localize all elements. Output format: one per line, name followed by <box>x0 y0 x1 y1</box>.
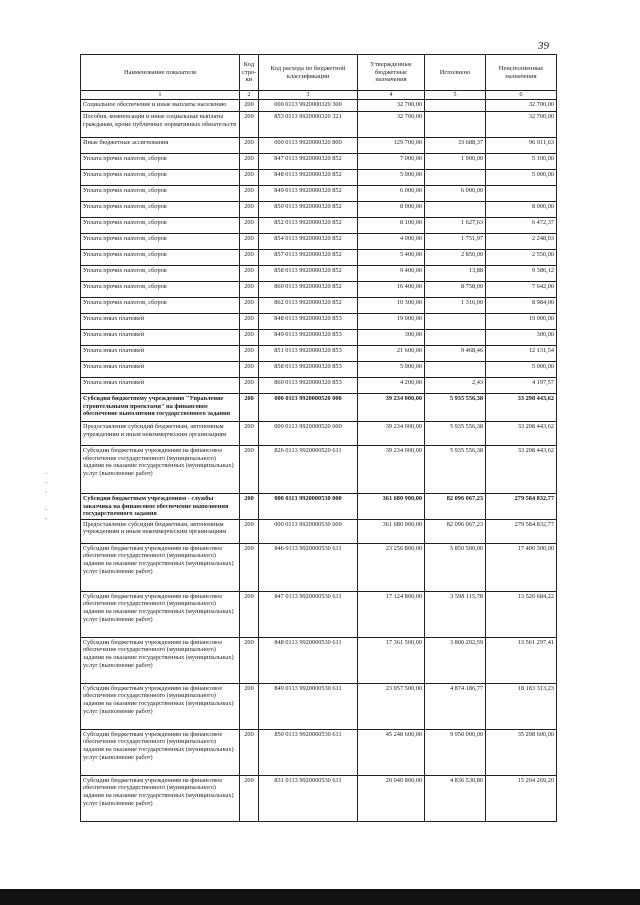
row-line-code-cell: 200 <box>240 298 259 314</box>
row-name-cell: Иные бюджетные ассигнования <box>81 138 240 154</box>
table-row <box>81 683 557 729</box>
row-unexecuted-cell: 2 550,00 <box>486 250 557 266</box>
row-unexecuted-cell: 279 584 832,77 <box>486 519 557 543</box>
row-line-code-cell: 200 <box>240 234 259 250</box>
table-row <box>81 775 557 821</box>
row-approved-cell: 5 000,00 <box>358 170 425 186</box>
row-name-cell: Субсидия бюджетному учреждению "Управление строительными проектами" на финансовое обеспечение выполнения государственного задания <box>81 394 240 422</box>
table-row <box>81 100 557 112</box>
row-unexecuted-cell: 8 984,00 <box>486 298 557 314</box>
row-approved-cell: 7 000,00 <box>358 154 425 170</box>
row-executed-cell: 9 468,46 <box>425 346 486 362</box>
row-class-code-cell: 000 0113 9920000520 600 <box>259 422 358 446</box>
column-number: 2 <box>240 91 259 100</box>
row-name-cell: Уплата иных платежей <box>81 314 240 330</box>
header-row <box>81 55 557 91</box>
row-approved-cell: 4 000,00 <box>358 234 425 250</box>
row-name-cell: Уплата прочих налогов, сборов <box>81 186 240 202</box>
table-row <box>81 637 557 683</box>
row-executed-cell: 13,88 <box>425 266 486 282</box>
row-unexecuted-cell: 13 526 684,22 <box>486 591 557 637</box>
row-name-cell: Уплата прочих налогов, сборов <box>81 266 240 282</box>
row-unexecuted-cell: 5 100,00 <box>486 154 557 170</box>
row-unexecuted-cell: 35 298 600,00 <box>486 729 557 775</box>
row-executed-cell <box>425 112 486 138</box>
row-name-cell: Уплата прочих налогов, сборов <box>81 154 240 170</box>
row-name-cell: Уплата иных платежей <box>81 330 240 346</box>
row-approved-cell: 39 234 000,00 <box>358 446 425 494</box>
row-line-code-cell: 200 <box>240 591 259 637</box>
row-line-code-cell: 200 <box>240 394 259 422</box>
header-line-code: Код стро-ки <box>240 55 259 91</box>
row-name-cell: Предоставление субсидий бюджетным, автономным учреждениям и иным некоммерческим организациям <box>81 519 240 543</box>
table-row <box>81 394 557 422</box>
row-class-code-cell: 849 0113 9920000320 853 <box>259 330 358 346</box>
row-name-cell: Пособия, компенсации и иные социальные выплаты гражданам, кроме публичных нормативных обязательств <box>81 112 240 138</box>
row-unexecuted-cell: 15 204 269,20 <box>486 775 557 821</box>
row-line-code-cell: 200 <box>240 250 259 266</box>
row-class-code-cell: 848 0113 9920000320 853 <box>259 314 358 330</box>
row-class-code-cell: 846 0113 9920000530 611 <box>259 543 358 591</box>
row-unexecuted-cell: 19 000,00 <box>486 314 557 330</box>
row-approved-cell: 6 000,00 <box>358 186 425 202</box>
table-row <box>81 330 557 346</box>
row-class-code-cell: 850 0113 9920000530 611 <box>259 729 358 775</box>
row-executed-cell <box>425 202 486 218</box>
row-unexecuted-cell: 4 197,57 <box>486 378 557 394</box>
row-executed-cell: 1 316,00 <box>425 298 486 314</box>
column-number: 5 <box>425 91 486 100</box>
table-row <box>81 446 557 494</box>
row-class-code-cell: 849 0113 9920000530 611 <box>259 683 358 729</box>
row-unexecuted-cell: 9 386,12 <box>486 266 557 282</box>
row-line-code-cell: 200 <box>240 422 259 446</box>
table-row <box>81 422 557 446</box>
row-executed-cell: 5 935 556,38 <box>425 422 486 446</box>
row-class-code-cell: 848 0113 9920000320 852 <box>259 170 358 186</box>
row-class-code-cell: 831 0113 9920000530 611 <box>259 775 358 821</box>
row-executed-cell: 1 627,63 <box>425 218 486 234</box>
row-line-code-cell: 200 <box>240 112 259 138</box>
row-executed-cell: 33 688,37 <box>425 138 486 154</box>
row-line-code-cell: 200 <box>240 314 259 330</box>
row-approved-cell: 300,00 <box>358 330 425 346</box>
row-approved-cell: 23 057 500,00 <box>358 683 425 729</box>
row-name-cell: Уплата прочих налогов, сборов <box>81 234 240 250</box>
row-unexecuted-cell: 18 183 313,23 <box>486 683 557 729</box>
row-approved-cell: 8 000,00 <box>358 202 425 218</box>
row-class-code-cell: 849 0113 9920000320 852 <box>259 186 358 202</box>
row-line-code-cell: 200 <box>240 330 259 346</box>
row-executed-cell: 82 096 067,23 <box>425 494 486 520</box>
row-unexecuted-cell: 5 000,00 <box>486 362 557 378</box>
row-approved-cell: 361 680 900,00 <box>358 519 425 543</box>
table-row <box>81 494 557 520</box>
table-row <box>81 519 557 543</box>
table-row <box>81 218 557 234</box>
row-line-code-cell: 200 <box>240 202 259 218</box>
header-unexecuted: Неисполненные назначения <box>486 55 557 91</box>
row-approved-cell: 129 700,00 <box>358 138 425 154</box>
row-executed-cell: 9 950 000,00 <box>425 729 486 775</box>
row-line-code-cell: 200 <box>240 170 259 186</box>
table-row <box>81 202 557 218</box>
row-approved-cell: 21 600,00 <box>358 346 425 362</box>
row-line-code-cell: 200 <box>240 154 259 170</box>
row-executed-cell: 6 000,00 <box>425 186 486 202</box>
row-line-code-cell: 200 <box>240 138 259 154</box>
table-row <box>81 378 557 394</box>
row-approved-cell: 45 248 600,00 <box>358 729 425 775</box>
row-executed-cell: 8 758,00 <box>425 282 486 298</box>
row-name-cell: Субсидии бюджетным учреждениям на финансовое обеспечение государственного (муниципального) задания на оказание государственных (муниципальных) услуг (выполнение работ) <box>81 543 240 591</box>
row-class-code-cell: 858 0113 9920000320 853 <box>259 362 358 378</box>
row-approved-cell: 23 256 800,00 <box>358 543 425 591</box>
row-executed-cell <box>425 100 486 112</box>
row-line-code-cell: 200 <box>240 494 259 520</box>
column-number-row <box>81 91 557 100</box>
row-unexecuted-cell <box>486 186 557 202</box>
table-row <box>81 170 557 186</box>
row-line-code-cell: 200 <box>240 266 259 282</box>
row-executed-cell: 4 836 530,80 <box>425 775 486 821</box>
row-name-cell: Субсидии бюджетным учреждениям на финансовое обеспечение государственного (муниципального) задания на оказание государственных (муниципальных) услуг (выполнение работ) <box>81 775 240 821</box>
row-approved-cell: 17 124 800,00 <box>358 591 425 637</box>
row-unexecuted-cell: 17 406 300,00 <box>486 543 557 591</box>
row-class-code-cell: 852 0113 9920000320 852 <box>259 218 358 234</box>
table-row <box>81 138 557 154</box>
row-executed-cell: 3 800 202,59 <box>425 637 486 683</box>
table-row <box>81 298 557 314</box>
row-approved-cell: 39 234 000,00 <box>358 422 425 446</box>
row-name-cell: Уплата иных платежей <box>81 346 240 362</box>
row-executed-cell: 82 096 067,23 <box>425 519 486 543</box>
row-approved-cell: 9 400,00 <box>358 266 425 282</box>
row-approved-cell: 32 700,00 <box>358 112 425 138</box>
table-row <box>81 112 557 138</box>
row-approved-cell: 19 000,00 <box>358 314 425 330</box>
row-name-cell: Уплата иных платежей <box>81 378 240 394</box>
row-line-code-cell: 200 <box>240 378 259 394</box>
row-executed-cell: 3 598 115,78 <box>425 591 486 637</box>
row-name-cell: Уплата прочих налогов, сборов <box>81 298 240 314</box>
row-approved-cell: 4 200,00 <box>358 378 425 394</box>
row-class-code-cell: 848 0113 9920000530 611 <box>259 637 358 683</box>
row-line-code-cell: 200 <box>240 519 259 543</box>
row-approved-cell: 39 234 000,00 <box>358 394 425 422</box>
row-executed-cell: 5 935 556,38 <box>425 446 486 494</box>
row-line-code-cell: 200 <box>240 362 259 378</box>
table-row <box>81 346 557 362</box>
row-unexecuted-cell: 96 011,63 <box>486 138 557 154</box>
row-executed-cell: 2,43 <box>425 378 486 394</box>
row-line-code-cell: 200 <box>240 218 259 234</box>
row-class-code-cell: 000 0113 9920000520 000 <box>259 394 358 422</box>
row-unexecuted-cell: 279 584 832,77 <box>486 494 557 520</box>
row-approved-cell: 5 400,00 <box>358 250 425 266</box>
row-name-cell: Субсидии бюджетным учреждениям на финансовое обеспечение государственного (муниципального) задания на оказание государственных (муниципальных) услуг (выполнение работ) <box>81 637 240 683</box>
table-row <box>81 543 557 591</box>
row-unexecuted-cell: 32 700,00 <box>486 100 557 112</box>
table-row <box>81 234 557 250</box>
table-row <box>81 266 557 282</box>
row-class-code-cell: 850 0113 9920000320 852 <box>259 202 358 218</box>
row-executed-cell <box>425 330 486 346</box>
report-sheet <box>80 54 556 822</box>
row-unexecuted-cell: 8 000,00 <box>486 202 557 218</box>
row-class-code-cell: 847 0113 9920000320 852 <box>259 154 358 170</box>
row-name-cell: Уплата прочих налогов, сборов <box>81 170 240 186</box>
row-unexecuted-cell: 33 298 443,62 <box>486 422 557 446</box>
row-unexecuted-cell: 32 700,00 <box>486 112 557 138</box>
row-class-code-cell: 858 0113 9920000320 852 <box>259 266 358 282</box>
row-line-code-cell: 200 <box>240 729 259 775</box>
row-name-cell: Уплата прочих налогов, сборов <box>81 250 240 266</box>
row-executed-cell: 1 900,00 <box>425 154 486 170</box>
row-unexecuted-cell: 33 298 443,62 <box>486 394 557 422</box>
row-approved-cell: 32 700,00 <box>358 100 425 112</box>
scan-bottom-edge <box>0 889 640 905</box>
header-class-code: Код расхода по бюджетной классификации <box>259 55 358 91</box>
row-class-code-cell: 860 0113 9920000320 852 <box>259 282 358 298</box>
row-class-code-cell: 000 0113 9920000320 300 <box>259 100 358 112</box>
table-row <box>81 154 557 170</box>
scan-margin-marks: · · ‐ · ‐ <box>44 470 49 523</box>
table-row <box>81 591 557 637</box>
row-executed-cell: 1 751,97 <box>425 234 486 250</box>
row-approved-cell: 5 000,00 <box>358 362 425 378</box>
row-line-code-cell: 200 <box>240 100 259 112</box>
row-line-code-cell: 200 <box>240 683 259 729</box>
row-approved-cell: 361 680 900,00 <box>358 494 425 520</box>
row-unexecuted-cell: 300,00 <box>486 330 557 346</box>
row-name-cell: Уплата прочих налогов, сборов <box>81 282 240 298</box>
row-line-code-cell: 200 <box>240 282 259 298</box>
table-body <box>81 100 557 822</box>
row-name-cell: Уплата иных платежей <box>81 362 240 378</box>
row-name-cell: Субсидии бюджетным учреждениям на финансовое обеспечение государственного (муниципального) задания на оказание государственных (муниципальных) услуг (выполнение работ) <box>81 446 240 494</box>
table-row <box>81 282 557 298</box>
row-approved-cell: 8 100,00 <box>358 218 425 234</box>
row-line-code-cell: 200 <box>240 346 259 362</box>
header-approved: Утвержденные бюджетные назначения <box>358 55 425 91</box>
header-executed: Исполнено <box>425 55 486 91</box>
row-executed-cell <box>425 362 486 378</box>
row-class-code-cell: 853 0113 9920000320 321 <box>259 112 358 138</box>
row-line-code-cell: 200 <box>240 446 259 494</box>
row-unexecuted-cell: 12 131,54 <box>486 346 557 362</box>
row-executed-cell: 2 850,00 <box>425 250 486 266</box>
row-line-code-cell: 200 <box>240 186 259 202</box>
row-name-cell: Социальное обеспечение и иные выплаты населению <box>81 100 240 112</box>
table-row <box>81 250 557 266</box>
row-approved-cell: 17 361 500,00 <box>358 637 425 683</box>
row-class-code-cell: 847 0113 9920000530 611 <box>259 591 358 637</box>
row-unexecuted-cell: 2 248,03 <box>486 234 557 250</box>
row-class-code-cell: 857 0113 9920000320 852 <box>259 250 358 266</box>
row-executed-cell: 4 874 186,77 <box>425 683 486 729</box>
page-number: 39 <box>538 40 549 52</box>
column-number: 3 <box>259 91 358 100</box>
table-row <box>81 314 557 330</box>
row-approved-cell: 10 300,00 <box>358 298 425 314</box>
row-name-cell: Субсидии бюджетным учреждениям на финансовое обеспечение государственного (муниципального) задания на оказание государственных (муниципальных) услуг (выполнение работ) <box>81 729 240 775</box>
row-unexecuted-cell: 7 642,00 <box>486 282 557 298</box>
table-row <box>81 729 557 775</box>
header-name: Наименование показателя <box>81 55 240 91</box>
row-executed-cell: 5 935 556,38 <box>425 394 486 422</box>
row-line-code-cell: 200 <box>240 543 259 591</box>
row-class-code-cell: 860 0113 9920000320 853 <box>259 378 358 394</box>
row-name-cell: Субсидии бюджетным учреждениям - службы заказчика на финансовое обеспечение выполнения государственного задания <box>81 494 240 520</box>
column-number: 1 <box>81 91 240 100</box>
row-class-code-cell: 000 0113 9920000530 600 <box>259 519 358 543</box>
row-approved-cell: 20 040 800,00 <box>358 775 425 821</box>
row-class-code-cell: 000 0113 9920000320 800 <box>259 138 358 154</box>
row-approved-cell: 16 400,00 <box>358 282 425 298</box>
row-executed-cell: 5 850 500,00 <box>425 543 486 591</box>
column-number: 4 <box>358 91 425 100</box>
row-class-code-cell: 862 0113 9920000320 852 <box>259 298 358 314</box>
row-name-cell: Субсидии бюджетным учреждениям на финансовое обеспечение государственного (муниципального) задания на оказание государственных (муниципальных) услуг (выполнение работ) <box>81 683 240 729</box>
row-unexecuted-cell: 33 298 443,62 <box>486 446 557 494</box>
row-unexecuted-cell: 5 000,00 <box>486 170 557 186</box>
row-unexecuted-cell: 6 472,37 <box>486 218 557 234</box>
row-class-code-cell: 854 0113 9920000320 852 <box>259 234 358 250</box>
row-executed-cell <box>425 170 486 186</box>
table-row <box>81 186 557 202</box>
row-name-cell: Субсидии бюджетным учреждениям на финансовое обеспечение государственного (муниципального) задания на оказание государственных (муниципальных) услуг (выполнение работ) <box>81 591 240 637</box>
row-name-cell: Уплата прочих налогов, сборов <box>81 218 240 234</box>
row-line-code-cell: 200 <box>240 637 259 683</box>
row-class-code-cell: 826 0113 9920000520 611 <box>259 446 358 494</box>
row-executed-cell <box>425 314 486 330</box>
row-class-code-cell: 851 0113 9920000320 853 <box>259 346 358 362</box>
row-class-code-cell: 000 0113 9920000530 000 <box>259 494 358 520</box>
row-name-cell: Уплата прочих налогов, сборов <box>81 202 240 218</box>
row-line-code-cell: 200 <box>240 775 259 821</box>
column-number: 6 <box>486 91 557 100</box>
row-unexecuted-cell: 13 561 297,41 <box>486 637 557 683</box>
table-row <box>81 362 557 378</box>
budget-execution-table <box>80 54 557 822</box>
row-name-cell: Предоставление субсидий бюджетным, автономным учреждениям и иным некоммерческим организациям <box>81 422 240 446</box>
